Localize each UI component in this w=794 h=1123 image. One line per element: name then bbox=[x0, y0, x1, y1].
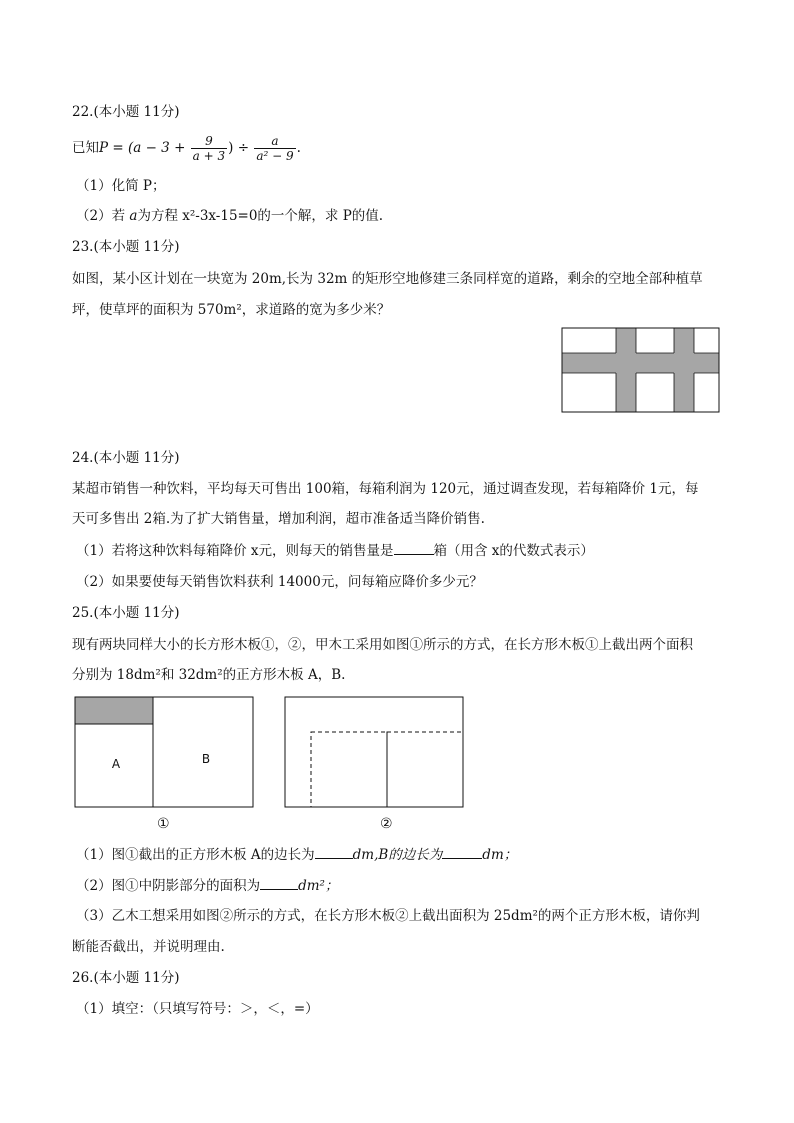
answer-blank[interactable] bbox=[260, 876, 298, 890]
q25-part1-a: （1）图①截出的正方形木板 A的边长为 bbox=[76, 847, 315, 863]
q24-part2: （2）如果要使每天销售饮料获利 14000元，问每箱应降价多少元？ bbox=[76, 574, 483, 590]
square-b-label: B bbox=[201, 752, 211, 766]
q25-part1 bbox=[76, 845, 517, 864]
q24-part1-a: （1）若将这种饮料每箱降价 x元，则每天的销售量是 bbox=[76, 543, 394, 559]
q25-part2-b: dm²； bbox=[298, 878, 339, 894]
board-figure-2 bbox=[284, 696, 466, 810]
q22-frac1-num: 9 bbox=[191, 134, 227, 149]
q25-part3-line2: 断能否截出，并说明理由. bbox=[72, 939, 225, 955]
q22-operator: ) ÷ bbox=[228, 140, 254, 156]
q22-frac2-den: a² − 9 bbox=[256, 149, 294, 163]
vertical-road-1 bbox=[616, 328, 636, 412]
q25-header: 25.(本小题 11分) bbox=[72, 605, 180, 621]
q26-part1: （1）填空：（只填写符号：＞，＜，=） bbox=[76, 1001, 319, 1017]
answer-blank[interactable] bbox=[442, 845, 482, 859]
q22-part2-var: a bbox=[129, 208, 138, 224]
q24-line2: 天可多售出 2箱.为了扩大销售量，增加利润，超市准备适当降价销售. bbox=[72, 511, 485, 527]
q23-line1: 如图，某小区计划在一块宽为 20m,长为 32m 的矩形空地修建三条同样宽的道路，剩余的空地全部种植草 bbox=[72, 271, 703, 287]
q25-line2: 分别为 18dm²和 32dm²的正方形木板 A，B. bbox=[72, 667, 346, 683]
q24-header: 24.(本小题 11分) bbox=[72, 450, 180, 466]
q22-part2 bbox=[76, 207, 383, 225]
q25-line1: 现有两块同样大小的长方形木板①，②，甲木工采用如图①所示的方式，在长方形木板①上截出两个面积 bbox=[72, 637, 693, 653]
q22-given-prefix: 已知 bbox=[72, 140, 99, 156]
shaded-region bbox=[75, 697, 153, 724]
q23-header: 23.(本小题 11分) bbox=[72, 239, 180, 255]
q25-part3-line1: （3）乙木工想采用如图②所示的方式，在长方形木板②上截出面积为 25dm²的两个正方形木板，请你判 bbox=[76, 908, 700, 924]
q22-frac1-den: a + 3 bbox=[192, 149, 226, 163]
q24-line1: 某超市销售一种饮料，平均每天可售出 100箱，每箱利润为 120元，通过调查发现，若每箱降价 1元，每 bbox=[72, 481, 699, 497]
q22-formula-lhs: P = (a − 3 + bbox=[99, 140, 190, 156]
horizontal-road bbox=[562, 353, 719, 373]
q24-part1-b: 箱（用含 x的代数式表示） bbox=[433, 543, 594, 559]
q25-part2-a: （2）图①中阴影部分的面积为 bbox=[76, 878, 261, 894]
fig1-caption: ① bbox=[157, 816, 170, 832]
board-figure-1 bbox=[74, 696, 256, 810]
q25-part2 bbox=[76, 876, 338, 895]
q22-part1: （1）化简 P； bbox=[76, 178, 166, 194]
q22-frac2-num: a bbox=[254, 134, 295, 149]
square-a-label: A bbox=[111, 757, 121, 771]
answer-blank[interactable] bbox=[394, 541, 434, 555]
board-2-outline bbox=[285, 697, 463, 807]
q22-fraction-2 bbox=[254, 134, 295, 163]
q22-part2-a: （2）若 bbox=[76, 208, 130, 224]
q25-part1-c: dm； bbox=[482, 847, 518, 863]
road-diagram bbox=[561, 327, 721, 415]
q22-header: 22.(本小题 11分) bbox=[72, 104, 180, 120]
q26-header: 26.(本小题 11分) bbox=[72, 970, 180, 986]
vertical-road-2 bbox=[674, 328, 694, 412]
q22-given bbox=[72, 133, 301, 163]
q24-part1 bbox=[76, 541, 594, 560]
answer-blank[interactable] bbox=[315, 845, 353, 859]
fig2-caption: ② bbox=[380, 816, 393, 832]
q25-part1-b: dm,B的边长为 bbox=[352, 847, 443, 863]
q22-part2-c: 为方程 x²-3x-15=0的一个解，求 P的值. bbox=[137, 208, 384, 224]
q22-end-dot: . bbox=[296, 140, 301, 156]
q23-line2: 坪，使草坪的面积为 570m²，求道路的宽为多少米？ bbox=[72, 302, 391, 318]
q22-fraction-1 bbox=[191, 134, 227, 163]
